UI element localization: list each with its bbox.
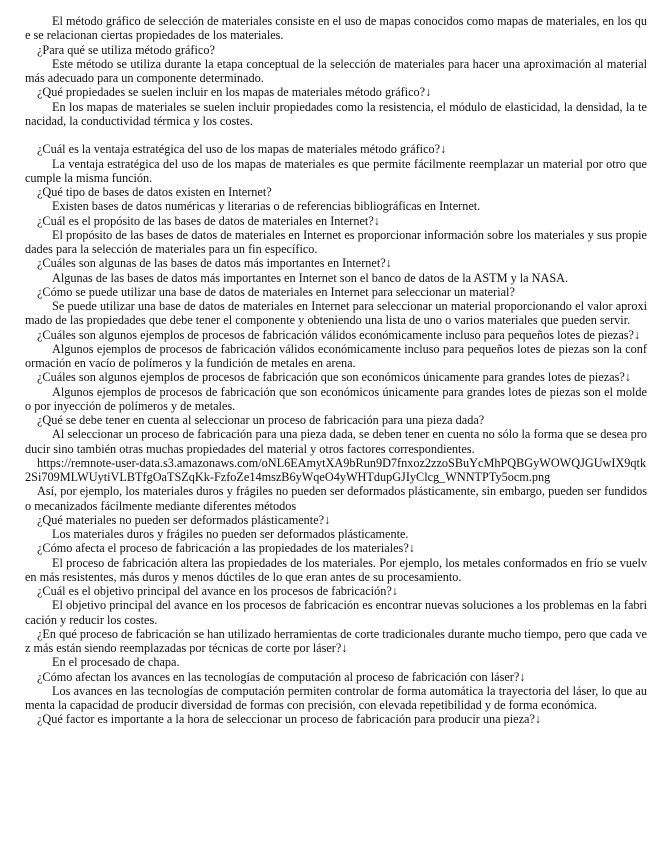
answer-paragraph: Algunos ejemplos de procesos de fabricación que son económicos únicamente para grandes lotes de piezas son el moldeo por inyección de polímeros y de metales.	[25, 384, 647, 413]
answer-paragraph: Los materiales duros y frágiles no pueden ser deformados plásticamente.	[52, 527, 409, 541]
answer-paragraph: Los avances en las tecnologías de computación permiten controlar de forma automática la trayectoria del láser, lo que aumenta la capacidad de producir diversidad de formas con precisión, con elevada repetibilidad y de forma económica.	[25, 683, 647, 712]
answer-paragraph: El proceso de fabricación altera las propiedades de los materiales. Por ejemplo, los metales conformados en frío se vuelven más resistentes, más duros y menos dúctiles de lo que eran antes de su procesamiento.	[25, 555, 647, 584]
answer-paragraph: En los mapas de materiales se suelen incluir propiedades como la resistencia, el módulo de elasticidad, la densidad, la tenacidad, la conductividad térmica y los costes.	[25, 99, 647, 128]
blank-line	[25, 128, 647, 142]
answer-paragraph: El método gráfico de selección de materiales consiste en el uso de mapas conocidos como mapas de materiales, en los que se relacionan ciertas propiedades de los materiales.	[25, 14, 647, 43]
answer-paragraph: El propósito de las bases de datos de materiales en Internet es proporcionar información sobre los materiales y sus propiedades para la selección de materiales para un fin específico.	[25, 227, 647, 256]
answer-paragraph: Algunos ejemplos de procesos de fabricación válidos económicamente incluso para pequeños lotes de piezas son la conformación en vacío de polímeros y la fundición de metales en arena.	[25, 341, 647, 370]
answer-paragraph: Algunas de las bases de datos más importantes en Internet son el banco de datos de la ASTM y la NASA.	[52, 270, 569, 285]
question-paragraph: ¿Qué propiedades se suelen incluir en los mapas de materiales método gráfico?↓	[37, 85, 432, 100]
question-paragraph: ¿En qué proceso de fabricación se han utilizado herramientas de corte tradicionales durante mucho tiempo, pero que cada vez más están siendo reemplazadas por técnicas de corte por láser?↓	[25, 626, 647, 655]
question-paragraph: ¿Qué materiales no pueden ser deformados plásticamente?↓	[37, 512, 331, 527]
question-paragraph: Así, por ejemplo, los materiales duros y frágiles no pueden ser deformados plásticamente, sin embargo, pueden ser fundidos o mecanizados fácilmente mediante diferentes métodos	[25, 484, 647, 513]
question-paragraph: ¿Cómo afectan los avances en las tecnologías de computación al proceso de fabricación con láser?↓	[37, 669, 526, 684]
question-paragraph: ¿Qué factor es importante a la hora de seleccionar un proceso de fabricación para producir una pieza?↓	[37, 712, 542, 727]
question-paragraph: ¿Cuál es el propósito de las bases de datos de materiales en Internet?↓	[37, 213, 380, 228]
question-paragraph: ¿Cuáles son algunas de las bases de datos más importantes en Internet?↓	[37, 256, 392, 271]
document-text	[25, 14, 647, 727]
question-paragraph: ¿Cuál es la ventaja estratégica del uso de los mapas de materiales método gráfico?↓	[37, 142, 447, 157]
answer-paragraph: Se puede utilizar una base de datos de materiales en Internet para seleccionar un material proporcionando el valor aproximado de las propiedades que debe tener el componente y obteniendo una lista de uno o varios materiales que pueden servir.	[25, 299, 647, 328]
answer-paragraph: Existen bases de datos numéricas y literarias o de referencias bibliográficas en Internet.	[52, 199, 481, 214]
question-paragraph: ¿Cómo se puede utilizar una base de datos de materiales en Internet para seleccionar un material?	[37, 284, 515, 299]
answer-paragraph: Al seleccionar un proceso de fabricación para una pieza dada, se deben tener en cuenta no sólo la forma que se desea producir sino también otras muchas propiedades del material y otros factores correspondientes.	[25, 427, 647, 456]
question-paragraph: ¿Qué tipo de bases de datos existen en Internet?	[37, 185, 272, 199]
question-paragraph: ¿Cuál es el objetivo principal del avance en los procesos de fabricación?↓	[37, 584, 398, 598]
question-paragraph: ¿Qué se debe tener en cuenta al seleccionar un proceso de fabricación para una pieza dada?	[37, 413, 485, 427]
answer-paragraph: En el procesado de chapa.	[52, 655, 180, 670]
image-url-text: https://remnote-user-data.s3.amazonaws.com/oNL6EAmytXA9bRun9D7fnxoz2zzoSBuYcMhPQBGyWOWQJGUwIX9qtk2Si709MLWUytiVLBTfgOaTSZqKk-FzfoZe14mszB6yWqeO4yWHTdupGJIyClcg_WNNTPTy5ocm.png	[25, 455, 647, 484]
answer-paragraph: Este método se utiliza durante la etapa conceptual de la selección de materiales para hacer una aproximación al material más adecuado para un componente determinado.	[25, 56, 647, 85]
answer-paragraph: El objetivo principal del avance en los procesos de fabricación es encontrar nuevas soluciones a los problemas en la fabricación y reducir los costes.	[25, 598, 647, 627]
question-paragraph: ¿Cuáles son algunos ejemplos de procesos de fabricación que son económicos únicamente para grandes lotes de piezas?↓	[37, 370, 631, 385]
question-paragraph: ¿Para qué se utiliza método gráfico?	[37, 42, 215, 57]
question-paragraph: ¿Cómo afecta el proceso de fabricación a las propiedades de los materiales?↓	[37, 541, 415, 556]
answer-paragraph: La ventaja estratégica del uso de los mapas de materiales es que permite fácilmente reemplazar un material por otro que cumple la misma función.	[25, 156, 647, 185]
question-paragraph: ¿Cuáles son algunos ejemplos de procesos de fabricación válidos económicamente incluso para pequeños lotes de piezas?↓	[37, 327, 641, 342]
